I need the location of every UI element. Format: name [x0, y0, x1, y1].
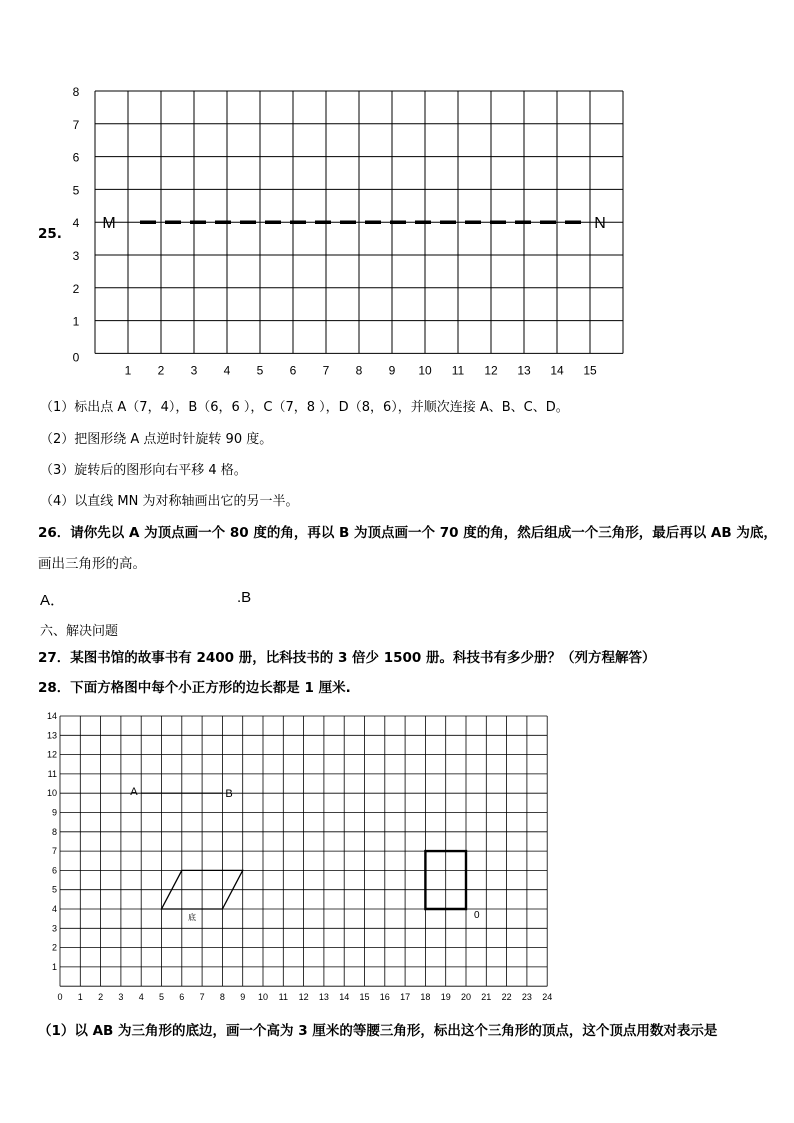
y-tick-label: 2: [51, 942, 57, 953]
q26-point-b: .B: [237, 589, 252, 606]
q25-task-2: （2）把图形绕 A 点逆时针旋转 90 度。: [40, 432, 273, 447]
x-tick-label: 23: [521, 992, 532, 1003]
y-tick-label: 0: [72, 350, 80, 365]
x-tick-label: 6: [289, 363, 297, 378]
x-tick-label: 14: [339, 992, 350, 1003]
x-tick-label: 5: [158, 992, 165, 1003]
x-tick-label: 7: [199, 992, 205, 1003]
x-tick-label: 5: [256, 363, 264, 378]
x-tick-label: 18: [420, 992, 431, 1003]
y-tick-label: 5: [72, 183, 80, 198]
x-tick-label: 10: [257, 992, 269, 1003]
x-tick-label: 12: [484, 363, 498, 378]
x-tick-label: 12: [298, 992, 309, 1003]
y-tick-label: 5: [51, 884, 57, 895]
y-tick-label: 1: [51, 961, 57, 972]
x-tick-label: 21: [481, 992, 492, 1003]
y-tick-label: 4: [51, 904, 57, 914]
y-tick-label: 2: [72, 281, 80, 296]
grid-q25: [60, 80, 640, 380]
x-tick-label: 24: [542, 992, 553, 1003]
q27-text: 27．某图书馆的故事书有 2400 册，比科技书的 3 倍少 1500 册。科技书有多少册？（列方程解答）: [38, 650, 656, 666]
x-tick-label: 2: [98, 992, 104, 1003]
x-tick-label: 13: [318, 992, 329, 1003]
x-tick-label: 9: [388, 363, 396, 378]
x-tick-label: 10: [418, 363, 432, 378]
x-tick-label: 16: [379, 992, 390, 1003]
y-tick-label: 3: [51, 923, 57, 934]
x-tick-label: 3: [190, 363, 198, 378]
x-tick-label: 1: [124, 363, 132, 378]
y-tick-label: 8: [51, 826, 57, 837]
y-tick-label: 1: [72, 314, 80, 329]
y-tick-label: 10: [46, 788, 57, 799]
label-m: M: [102, 215, 116, 233]
y-tick-label: 6: [51, 865, 57, 876]
y-tick-label: 13: [46, 730, 57, 741]
x-tick-label: 9: [240, 992, 246, 1003]
y-tick-label: 8: [72, 85, 80, 99]
x-tick-label: 8: [219, 992, 225, 1003]
x-tick-label: 11: [451, 363, 465, 378]
x-tick-label: 19: [440, 992, 451, 1003]
q26-point-a: A．: [40, 592, 66, 609]
y-tick-label: 12: [46, 749, 57, 760]
x-tick-label: 0: [57, 992, 63, 1003]
q25-task-3: （3）旋转后的图形向右平移 4 格。: [40, 463, 247, 478]
x-tick-label: 20: [460, 992, 472, 1003]
x-tick-label: 2: [157, 363, 165, 378]
x-tick-label: 8: [355, 363, 363, 378]
y-tick-label: 4: [72, 216, 80, 231]
y-tick-label: 6: [72, 150, 80, 165]
x-tick-label: 15: [359, 992, 370, 1003]
x-tick-label: 7: [322, 363, 330, 378]
question-number-25: 25.: [38, 226, 62, 242]
x-tick-label: 15: [583, 363, 597, 378]
label-zero: 0: [474, 910, 480, 921]
x-tick-label: 13: [517, 363, 531, 378]
label-a: A: [130, 786, 138, 799]
x-tick-label: 1: [77, 992, 83, 1003]
q26-line-1: 26．请你先以 A 为顶点画一个 80 度的角，再以 B 为顶点画一个 70 度的角，然后组成一个三角形，最后再以 AB 为底，: [38, 525, 777, 541]
q26-line-2: 画出三角形的高。: [38, 556, 146, 572]
y-tick-label: 9: [51, 807, 57, 818]
grid-q28: [30, 708, 560, 1003]
y-tick-label: 7: [72, 117, 80, 132]
label-n: N: [594, 215, 606, 233]
x-tick-label: 17: [400, 992, 411, 1003]
y-tick-label: 7: [51, 846, 57, 857]
q28-text: 28．下面方格图中每个小正方形的边长都是 1 厘米.: [38, 680, 351, 696]
q28-sub-1: （1）以 AB 为三角形的底边，画一个高为 3 厘米的等腰三角形，标出这个三角形的顶点，这个顶点用数对表示是: [38, 1023, 718, 1039]
y-tick-label: 14: [46, 711, 57, 721]
x-tick-label: 4: [223, 363, 231, 378]
label-b: B: [225, 788, 233, 801]
q25-task-4: （4）以直线 MN 为对称轴画出它的另一半。: [40, 494, 299, 509]
q25-task-1: （1）标出点 A（7，4），B（6，6 ），C（7，8 ），D（8，6），并顺次连接 A、B、C、D。: [40, 400, 569, 415]
y-tick-label: 11: [47, 768, 57, 779]
x-tick-label: 4: [138, 992, 144, 1003]
x-tick-label: 3: [118, 992, 124, 1003]
x-tick-label: 6: [179, 992, 185, 1003]
label-base: 底: [187, 913, 196, 922]
x-tick-label: 14: [550, 363, 564, 378]
x-tick-label: 11: [278, 992, 288, 1003]
section-title-6: 六、解决问题: [40, 624, 119, 639]
y-tick-label: 3: [72, 249, 80, 263]
x-tick-label: 22: [501, 992, 512, 1003]
